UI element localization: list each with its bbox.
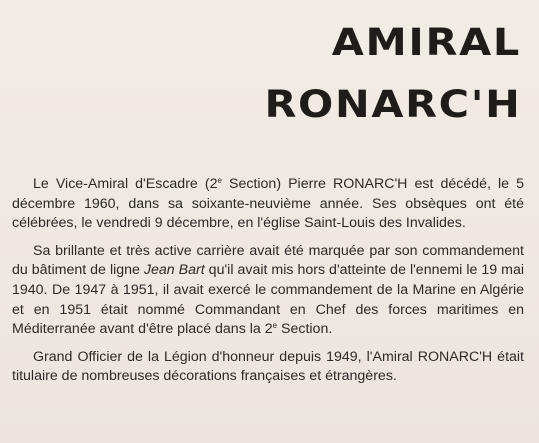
paragraph-2-text-c: Section.	[277, 321, 333, 338]
title-line-1: AMIRAL	[331, 21, 521, 64]
paragraph-1-text-b: Section) Pierre RONARC'H est décédé, le 5 décembre 1960, dans sa soixante-neuvième année. Ses obsèques ont été célébrées, le vendredi 9 décembre, en l'église Saint-Louis des Invalides.	[12, 176, 525, 232]
paragraph-3	[12, 348, 524, 387]
ship-name: Jean Bart	[143, 262, 205, 279]
paragraph-2-text-a: Sa brillante et très active carrière avait été marquée par son commandement du bâtiment de ligne	[12, 242, 524, 279]
paragraph-1-superscript: e	[217, 176, 222, 185]
paragraph-2-superscript: e	[272, 321, 278, 331]
paragraph-3-text-a: Grand Officier de la Légion d'honneur depuis 1949, l'Amiral RONARC'H était titulaire de nombreuses décorations françaises et étrangères.	[12, 348, 524, 385]
paragraph-2	[12, 242, 524, 340]
paragraph-1-text-a: Le Vice-Amiral d'Escadre (2	[33, 176, 218, 192]
paragraph-2-text-b: qu'il avait mis hors d'atteinte de l'ennemi le 19 mai 1940. De 1947 à 1951, il avait exercé le commandement de la Marine en Algérie et en 1951 était nommé Commandant en Chef des forces maritimes en Méditerranée avant d'être placé dans la 2	[12, 262, 524, 338]
title-line-2: RONARC'H	[263, 83, 521, 126]
paragraph-1	[12, 175, 524, 234]
article-body	[12, 175, 524, 395]
